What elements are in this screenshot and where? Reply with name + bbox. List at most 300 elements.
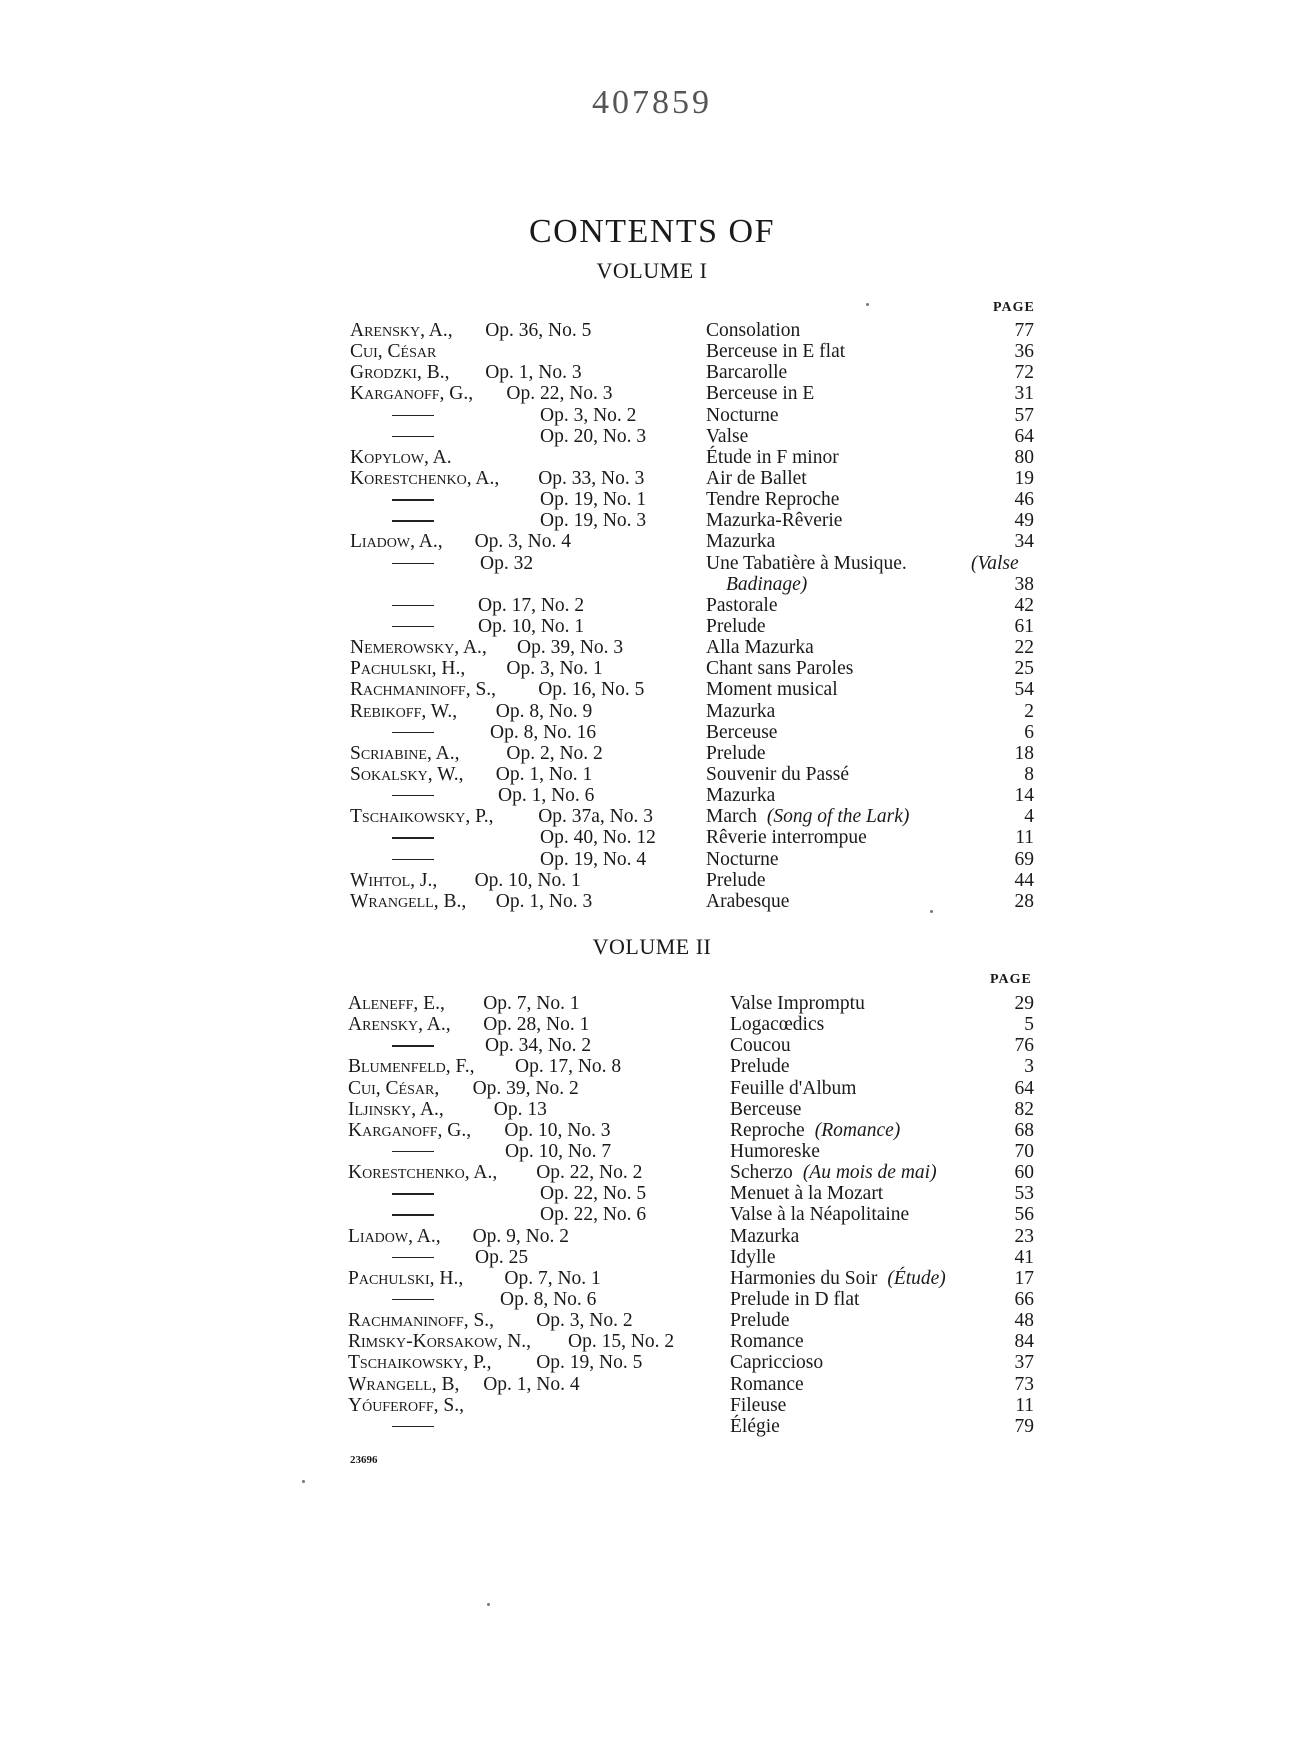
piece-title	[706, 806, 909, 827]
page-number: 82	[1014, 1098, 1034, 1120]
opus-number: Op. 19, No. 5	[536, 1352, 643, 1374]
composer-name: Grodzki, B.,	[350, 362, 450, 384]
composer-name: Cui, César,	[348, 1077, 440, 1099]
page-number: 25	[1014, 658, 1034, 680]
piece-title-text: Prelude	[706, 742, 766, 764]
piece-title	[730, 1310, 790, 1331]
piece-title	[730, 1226, 799, 1247]
page-number: 57	[1014, 404, 1034, 426]
page-number: 23	[1014, 1225, 1034, 1247]
piece-title	[730, 1099, 801, 1120]
piece-title-text: Romance	[730, 1373, 804, 1395]
piece-title-text: Pastorale	[706, 594, 778, 616]
contents-row	[0, 320, 1304, 341]
opus-number: Op. 39, No. 3	[517, 637, 624, 659]
composer-name: Arensky, A.,	[350, 320, 453, 341]
opus-number: Op. 15, No. 2	[568, 1331, 675, 1353]
opus-number: Op. 22, No. 2	[536, 1162, 643, 1184]
piece-title-text: Valse Impromptu	[730, 993, 865, 1014]
ditto-dash	[392, 1214, 434, 1215]
piece-title	[730, 993, 865, 1014]
piece-title	[706, 870, 766, 891]
piece-title	[730, 1120, 900, 1141]
opus-number: Op. 2, No. 2	[506, 742, 603, 764]
opus-number: Op. 16, No. 5	[538, 679, 645, 701]
volume-1-contents	[0, 320, 1304, 912]
contents-row	[0, 764, 1304, 785]
piece-title	[706, 531, 775, 552]
page-number: 11	[1015, 827, 1034, 849]
piece-subtitle: (Song of the Lark)	[766, 806, 910, 828]
composer-name: Sokalsky, W.,	[350, 763, 464, 785]
page-column-label-vol1: PAGE	[993, 300, 1035, 315]
piece-title-text: Prelude	[730, 1056, 790, 1078]
piece-title	[706, 679, 838, 700]
piece-title	[706, 595, 777, 616]
page-number: 11	[1015, 1394, 1034, 1416]
composer-name: Karganoff, G.,	[350, 383, 474, 405]
page-number: 5	[1024, 1014, 1034, 1036]
page-number: 18	[1014, 742, 1034, 764]
page-number: 68	[1014, 1119, 1034, 1141]
page-number: 69	[1014, 848, 1034, 870]
composer-name: Liadow, A.,	[348, 1225, 441, 1247]
piece-title	[730, 1056, 790, 1077]
contents-row	[0, 383, 1304, 404]
piece-title	[706, 510, 842, 531]
piece-title-text: Barcarolle	[706, 362, 788, 384]
page-number: 48	[1014, 1310, 1034, 1332]
composer-name: Karganoff, G.,	[348, 1119, 472, 1141]
piece-title	[730, 1395, 786, 1416]
speck	[487, 1603, 490, 1606]
contents-row	[0, 1141, 1304, 1162]
piece-subtitle: (Romance)	[814, 1119, 901, 1141]
page-title: CONTENTS OF	[528, 213, 776, 250]
piece-title-text: Mazurka-Rêverie	[706, 510, 843, 532]
piece-title-text: Consolation	[706, 320, 801, 341]
page-number: 61	[1014, 615, 1034, 637]
piece-title-text: Coucou	[730, 1035, 791, 1057]
opus-number: Op. 17, No. 8	[515, 1056, 622, 1078]
opus-number: Op. 19, No. 1	[540, 489, 647, 511]
opus-number: Op. 20, No. 3	[540, 425, 647, 447]
piece-title-text: Berceuse in E	[706, 383, 815, 405]
opus-number: Op. 7, No. 1	[504, 1267, 601, 1289]
composer-name: Korestchenko, A.,	[348, 1162, 498, 1184]
ditto-dash	[392, 520, 434, 521]
contents-row	[0, 574, 1304, 595]
piece-title	[706, 849, 779, 870]
composer-name: Pachulski, H.,	[348, 1267, 464, 1289]
ditto-dash	[392, 1257, 434, 1258]
ditto-dash	[392, 1426, 434, 1427]
catalog-number: 407859	[592, 84, 712, 121]
composer-name: Aleneff, E.,	[348, 993, 445, 1014]
contents-row	[0, 993, 1304, 1014]
opus-number: Op. 37a, No. 3	[538, 806, 654, 828]
opus-number: Op. 9, No. 2	[472, 1225, 570, 1247]
piece-title-text: Valse à la Néapolitaine	[730, 1204, 910, 1226]
composer-name: Tschaikowsky, P.,	[350, 806, 494, 828]
opus-number: Op. 3, No. 4	[474, 531, 572, 553]
piece-title-text: Feuille d'Album	[730, 1077, 857, 1099]
opus-number: Op. 8, No. 9	[495, 700, 593, 722]
ditto-dash	[392, 837, 434, 838]
piece-title	[730, 1183, 883, 1204]
piece-title	[730, 1078, 856, 1099]
composer-name: Scriabine, A.,	[350, 742, 460, 764]
volume-2-contents	[0, 993, 1304, 1437]
page-number: 56	[1014, 1204, 1034, 1226]
contents-row	[0, 405, 1304, 426]
piece-title-text: Fileuse	[730, 1394, 787, 1416]
contents-row	[0, 1078, 1304, 1099]
speck	[930, 910, 933, 913]
page-number: 4	[1024, 806, 1034, 828]
contents-row	[0, 1374, 1304, 1395]
page-number: 77	[1014, 320, 1034, 341]
contents-row	[0, 785, 1304, 806]
contents-row	[0, 1099, 1304, 1120]
page-number: 28	[1014, 890, 1034, 912]
composer-name: Wihtol, J.,	[350, 869, 438, 891]
contents-row	[0, 468, 1304, 489]
page-number: 34	[1014, 531, 1034, 553]
opus-number: Op. 1, No. 1	[495, 763, 593, 785]
contents-row	[0, 1395, 1304, 1416]
ditto-dash	[392, 499, 434, 500]
piece-subtitle: (Étude)	[887, 1267, 946, 1289]
composer-name: Nemerowsky, A.,	[350, 637, 487, 659]
contents-row	[0, 1183, 1304, 1204]
composer-name: Iljinsky, A.,	[348, 1098, 444, 1120]
opus-number: Op. 7, No. 1	[483, 993, 580, 1014]
composer-name: Rachmaninoff, S.,	[350, 679, 497, 701]
page-number: 3	[1024, 1056, 1034, 1078]
piece-title	[730, 1352, 823, 1373]
contents-row	[0, 489, 1304, 510]
piece-title-text: Prelude	[706, 615, 766, 637]
piece-title	[730, 1204, 909, 1225]
opus-number: Op. 10, No. 3	[504, 1119, 611, 1141]
opus-number: Op. 33, No. 3	[538, 467, 645, 489]
contents-row	[0, 1247, 1304, 1268]
opus-number: Op. 8, No. 16	[490, 721, 597, 743]
contents-row	[0, 1416, 1304, 1437]
composer-name: Rachmaninoff, S.,	[348, 1310, 495, 1332]
contents-row	[0, 341, 1304, 362]
piece-title	[730, 1141, 820, 1162]
opus-number: Op. 8, No. 6	[500, 1288, 597, 1310]
composer-name: Wrangell, B,	[348, 1373, 460, 1395]
piece-title-text: Reproche	[730, 1119, 805, 1141]
contents-row	[0, 1226, 1304, 1247]
composer-name: Tschaikowsky, P.,	[348, 1352, 492, 1374]
piece-title	[706, 637, 814, 658]
composer-name: Cui, César	[350, 341, 437, 363]
opus-number: Op. 25	[475, 1246, 529, 1268]
piece-title	[706, 764, 849, 785]
page-number: 6	[1024, 721, 1034, 743]
piece-title	[730, 1014, 824, 1035]
composer-name: Yóuferoff, S.,	[348, 1394, 465, 1416]
contents-row	[0, 1268, 1304, 1289]
contents-row	[0, 827, 1304, 848]
opus-number: Op. 1, No. 4	[483, 1373, 580, 1395]
piece-title	[706, 489, 839, 510]
contents-row	[0, 722, 1304, 743]
piece-title-text: Souvenir du Passé	[706, 763, 849, 785]
piece-title-text: Idylle	[730, 1246, 776, 1268]
piece-title	[730, 1035, 791, 1056]
opus-number: Op. 1, No. 3	[485, 362, 582, 384]
contents-row	[0, 595, 1304, 616]
ditto-dash	[392, 436, 434, 437]
page-number: 2	[1024, 700, 1034, 722]
opus-number: Op. 10, No. 7	[505, 1140, 612, 1162]
piece-title-text: Valse	[706, 425, 749, 447]
opus-number: Op. 22, No. 3	[506, 383, 613, 405]
contents-row	[0, 553, 1304, 574]
composer-name: Pachulski, H.,	[350, 658, 466, 680]
piece-title-text: Une Tabatière à Musique.	[706, 552, 907, 574]
piece-title-text: Harmonies du Soir	[730, 1267, 878, 1289]
piece-title	[706, 701, 775, 722]
composer-name: Blumenfeld, F.,	[348, 1056, 475, 1078]
page-number: 73	[1014, 1373, 1034, 1395]
contents-row	[0, 870, 1304, 891]
opus-number: Op. 1, No. 6	[498, 785, 595, 807]
page-number: 31	[1014, 383, 1034, 405]
ditto-dash	[392, 1299, 434, 1300]
ditto-dash	[392, 563, 434, 564]
opus-number: Op. 17, No. 2	[478, 594, 585, 616]
page-number: 19	[1014, 467, 1034, 489]
piece-title-text: Air de Ballet	[706, 467, 807, 489]
piece-title-text: Berceuse	[706, 721, 778, 743]
contents-row	[0, 1056, 1304, 1077]
contents-row	[0, 849, 1304, 870]
page-number: 76	[1014, 1035, 1034, 1057]
composer-name: Rimsky-Korsakow, N.,	[348, 1331, 532, 1353]
piece-title	[706, 447, 839, 468]
piece-title-text: Logacœdics	[730, 1014, 825, 1036]
contents-row	[0, 891, 1304, 912]
piece-title	[706, 468, 807, 489]
page-number: 54	[1014, 679, 1034, 701]
piece-title-text: Berceuse in E flat	[706, 341, 846, 363]
ditto-dash	[392, 605, 434, 606]
contents-row	[0, 447, 1304, 468]
opus-number: Op. 19, No. 3	[540, 510, 647, 532]
composer-name: Liadow, A.,	[350, 531, 443, 553]
piece-title-text: Arabesque	[706, 890, 790, 912]
page-number: 36	[1014, 341, 1034, 363]
piece-title-text: Berceuse	[730, 1098, 802, 1120]
composer-name: Rebikoff, W.,	[350, 700, 458, 722]
opus-number: Op. 22, No. 6	[540, 1204, 647, 1226]
piece-title	[730, 1416, 780, 1437]
piece-title	[730, 1331, 804, 1352]
piece-title	[706, 722, 777, 743]
piece-title-text: March	[706, 806, 757, 828]
contents-row	[0, 1352, 1304, 1373]
page-number: 60	[1014, 1162, 1034, 1184]
piece-title-text: Mazurka	[706, 531, 776, 553]
piece-title	[706, 405, 779, 426]
volume-2-heading: VOLUME II	[592, 934, 712, 959]
piece-title	[730, 1247, 775, 1268]
composer-name: Kopylow, A.	[350, 446, 452, 468]
piece-title-text: Chant sans Paroles	[706, 658, 854, 680]
composer-name: Korestchenko, A.,	[350, 467, 500, 489]
piece-title	[706, 552, 1019, 574]
page-number: 44	[1014, 869, 1034, 891]
ditto-dash	[392, 415, 434, 416]
piece-title-text: Capriccioso	[730, 1352, 824, 1374]
page-number: 8	[1024, 763, 1034, 785]
ditto-dash	[392, 1193, 434, 1194]
opus-number: Op. 39, No. 2	[472, 1077, 579, 1099]
piece-title-text: Scherzo	[730, 1162, 793, 1184]
page-number: 46	[1014, 489, 1034, 511]
opus-number: Op. 32	[480, 552, 534, 574]
volume-1-heading: VOLUME I	[596, 258, 708, 283]
composer-name: Arensky, A.,	[348, 1014, 451, 1036]
speck	[866, 303, 869, 306]
page-number: 70	[1014, 1140, 1034, 1162]
piece-title-text: Rêverie interrompue	[706, 827, 867, 849]
contents-row	[0, 806, 1304, 827]
page-number: 29	[1014, 993, 1034, 1014]
piece-title-text: Mazurka	[706, 700, 776, 722]
piece-title	[706, 827, 867, 848]
piece-title	[706, 891, 789, 912]
ditto-dash	[392, 732, 434, 733]
piece-title-text: Prelude	[730, 1310, 790, 1332]
contents-row	[0, 1162, 1304, 1183]
contents-row	[0, 743, 1304, 764]
contents-row	[0, 637, 1304, 658]
contents-row	[0, 426, 1304, 447]
piece-title-text: Menuet à la Mozart	[730, 1183, 884, 1205]
opus-number: Op. 28, No. 1	[483, 1014, 590, 1036]
piece-title-text: Romance	[730, 1331, 804, 1353]
opus-number: Op. 3, No. 1	[506, 658, 603, 680]
piece-title-text: Nocturne	[706, 404, 779, 426]
opus-number: Op. 40, No. 12	[540, 827, 656, 849]
contents-row	[0, 1310, 1304, 1331]
page-number: 38	[1014, 573, 1034, 595]
contents-row	[0, 1014, 1304, 1035]
opus-number: Op. 1, No. 3	[495, 890, 593, 912]
piece-title-text: Mazurka	[730, 1225, 800, 1247]
piece-title	[726, 574, 807, 595]
piece-title	[706, 616, 766, 637]
page-number: 80	[1014, 446, 1034, 468]
ditto-dash	[392, 626, 434, 627]
contents-row	[0, 510, 1304, 531]
page-number: 37	[1014, 1352, 1034, 1374]
page-number: 49	[1014, 510, 1034, 532]
contents-row	[0, 1331, 1304, 1352]
page-number: 22	[1014, 637, 1034, 659]
piece-title	[706, 426, 748, 447]
opus-number: Op. 22, No. 5	[540, 1183, 647, 1205]
piece-title	[706, 341, 845, 362]
piece-title	[706, 658, 853, 679]
page-column-label-vol2: PAGE	[990, 972, 1032, 987]
piece-title	[706, 743, 766, 764]
page-number: 41	[1014, 1246, 1034, 1268]
page-number: 84	[1014, 1331, 1034, 1353]
speck	[302, 1480, 305, 1483]
piece-title	[706, 383, 814, 404]
piece-title-text: Prelude in D flat	[730, 1288, 860, 1310]
opus-number: Op. 3, No. 2	[536, 1310, 633, 1332]
piece-subtitle: (Valse	[971, 552, 1019, 574]
piece-title	[706, 320, 800, 341]
opus-number: Op. 3, No. 2	[540, 404, 637, 426]
piece-subtitle: Badinage)	[726, 573, 808, 595]
ditto-dash	[392, 1151, 434, 1152]
contents-row	[0, 701, 1304, 722]
opus-number: Op. 10, No. 1	[478, 615, 585, 637]
piece-title-text: Alla Mazurka	[706, 637, 814, 659]
contents-row	[0, 616, 1304, 637]
composer-name: Wrangell, B.,	[350, 890, 467, 912]
piece-title-text: Prelude	[706, 869, 766, 891]
contents-row	[0, 658, 1304, 679]
piece-title	[730, 1268, 946, 1289]
contents-row	[0, 531, 1304, 552]
contents-row	[0, 1289, 1304, 1310]
contents-row	[0, 362, 1304, 383]
page-number: 42	[1014, 594, 1034, 616]
piece-title	[730, 1289, 859, 1310]
contents-row	[0, 1120, 1304, 1141]
opus-number: Op. 13	[493, 1098, 547, 1120]
page-number: 14	[1014, 785, 1034, 807]
piece-title	[730, 1162, 937, 1183]
opus-number: Op. 36, No. 5	[485, 320, 592, 341]
opus-number: Op. 10, No. 1	[474, 869, 581, 891]
ditto-dash	[392, 1045, 434, 1046]
footer-code: 23696	[350, 1454, 378, 1466]
page-number: 53	[1014, 1183, 1034, 1205]
page-number: 79	[1014, 1415, 1034, 1437]
page-number: 64	[1014, 425, 1034, 447]
contents-row	[0, 1204, 1304, 1225]
piece-subtitle: (Au mois de mai)	[802, 1162, 937, 1184]
page-number: 66	[1014, 1288, 1034, 1310]
opus-number: Op. 19, No. 4	[540, 848, 647, 870]
piece-title-text: Humoreske	[730, 1140, 820, 1162]
contents-row	[0, 1035, 1304, 1056]
ditto-dash	[392, 859, 434, 860]
page-number: 64	[1014, 1077, 1034, 1099]
piece-title-text: Moment musical	[706, 679, 838, 701]
page-number: 17	[1014, 1267, 1034, 1289]
piece-title-text: Nocturne	[706, 848, 779, 870]
piece-title	[706, 785, 775, 806]
piece-title	[706, 362, 787, 383]
piece-title-text: Mazurka	[706, 785, 776, 807]
contents-row	[0, 679, 1304, 700]
piece-title-text: Élégie	[730, 1415, 780, 1437]
page-number: 72	[1014, 362, 1034, 384]
